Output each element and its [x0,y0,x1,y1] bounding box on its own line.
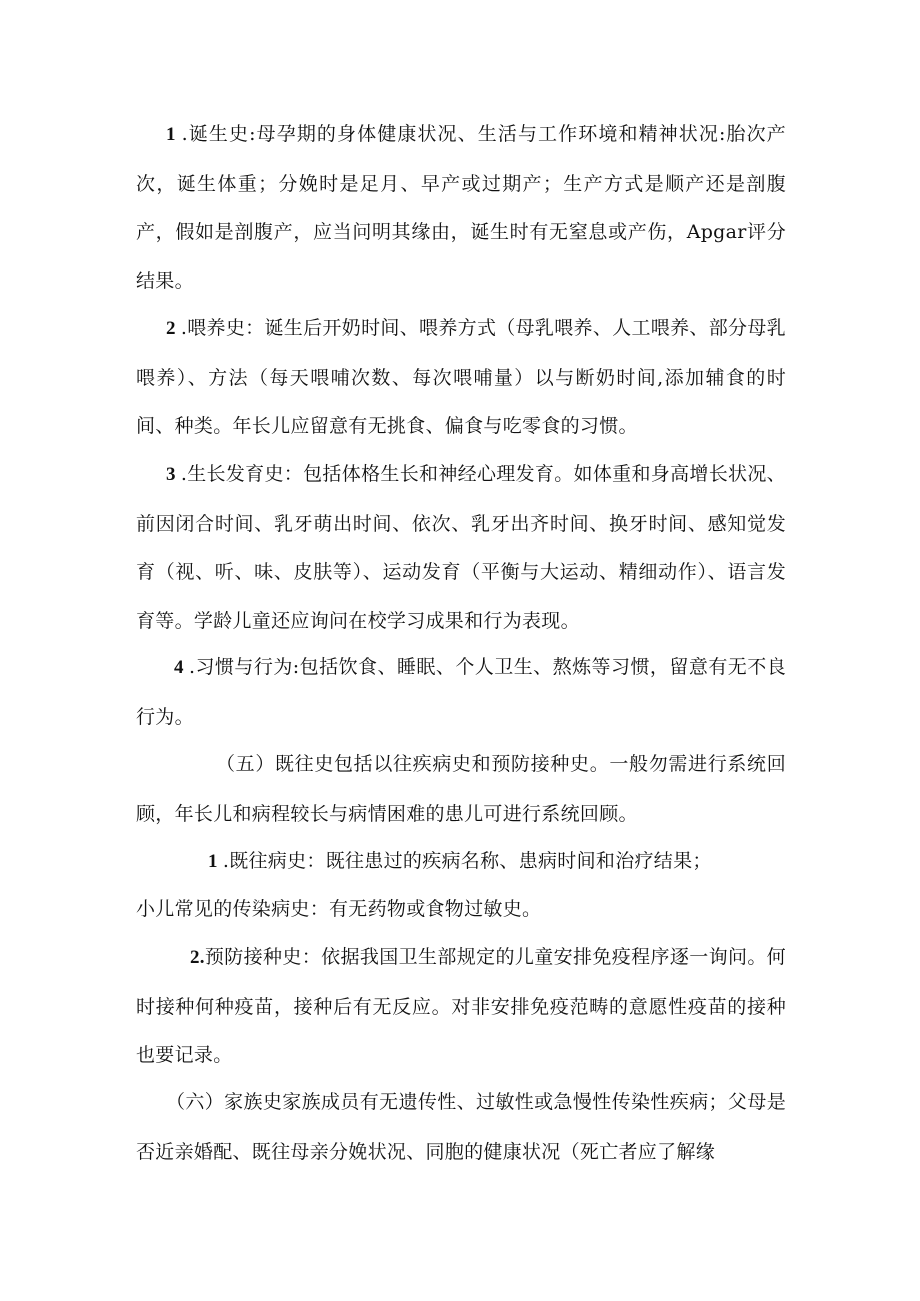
paragraph-text: .习惯与行为:包括饮食、睡眠、个人卫生、熬炼等习惯，留意有无不良行为。 [136,656,786,728]
paragraph-feeding-history [136,304,786,451]
paragraph-number: 2 [166,318,181,339]
paragraph-text: （五）既往史包括以往疾病史和预防接种史。一般勿需进行系统回顾，年长儿和病程较长与病情困难的患儿可进行系统回顾。 [136,753,786,825]
paragraph-text: 预防接种史：依据我国卫生部规定的儿童安排免疫程序逐一询问。何时接种何种疫苗，接种后有无反应。对非安排免疫范畴的意愿性疫苗的接种也要记录。 [136,946,786,1066]
paragraph-text: .诞生史:母孕期的身体健康状况、生活与工作环境和精神状况:胎次产次，诞生体重；分娩时是足月、早产或过期产；生产方式是顺产还是剖腹产，假如是剖腹产，应当问明其缘由，诞生时有无窒息或产伤，Apgar评分结果。 [136,123,786,292]
paragraph-number: 3 [166,464,181,485]
paragraph-number: 2. [190,947,205,968]
paragraph-text: .既往病史：既往患过的疾病名称、患病时间和治疗结果； [222,850,712,872]
paragraph-text: .喂养史：诞生后开奶时间、喂养方式（母乳喂养、人工喂养、部分母乳喂养）、方法（每天喂哺次数、每次喂哺量）以与断奶时间,添加辅食的时间、种类。年长儿应留意有无挑食、偏食与吃零食的习惯。 [136,317,786,437]
paragraph-infectious-history [136,885,786,935]
paragraph-family-history [136,1078,786,1176]
paragraph-past-illness [136,837,786,887]
paragraph-text: 小儿常见的传染病史：有无药物或食物过敏史。 [136,898,542,920]
paragraph-text: （六）家族史家族成员有无遗传性、过敏性或急慢性传染性疾病；父母是否近亲婚配、既往母亲分娩状况、同胞的健康状况（死亡者应了解缘 [136,1091,786,1163]
paragraph-number: 4 [174,657,190,678]
paragraph-text: .生长发育史：包括体格生长和神经心理发育。如体重和身高增长状况、前因闭合时间、乳牙萌出时间、依次、乳牙出齐时间、换牙时间、感知觉发育（视、听、味、皮肤等）、运动发育（平衡与大运动、精细动作）、语言发育等。学龄儿童还应询问在校学习成果和行为表现。 [136,463,786,632]
paragraph-growth-history [136,450,786,645]
paragraph-number: 1 [166,124,182,145]
paragraph-vaccination-history [136,933,786,1080]
paragraph-number: 1 [208,851,223,872]
paragraph-past-history [136,740,786,838]
paragraph-birth-history [136,110,786,305]
paragraph-habits [136,643,786,741]
